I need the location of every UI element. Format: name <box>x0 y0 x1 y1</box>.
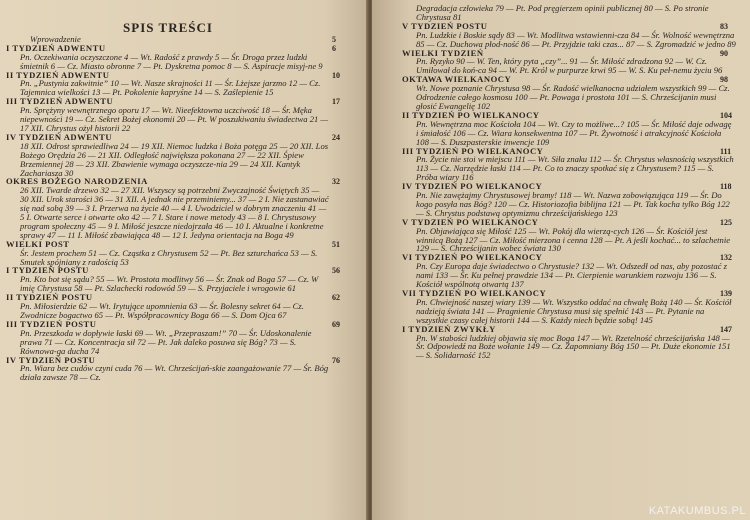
left-contents <box>6 20 330 383</box>
section-heading: IV TYDZIEŃ PO WIELKANOCY <box>402 181 543 192</box>
section-heading: WIELKI TYDZIEŃ <box>402 47 484 58</box>
section-heading: VII TYDZIEŃ PO WIELKANOCY <box>402 288 547 298</box>
right-contents <box>402 4 736 360</box>
left-sections <box>6 44 330 382</box>
page-number: 24 <box>332 132 340 142</box>
toc-section <box>6 356 330 383</box>
page-number: 62 <box>332 293 340 303</box>
toc-section <box>6 97 330 133</box>
section-heading: V TYDZIEŃ PO WIELKANOCY <box>402 216 539 227</box>
toc-section <box>402 147 736 183</box>
toc-section <box>6 71 330 98</box>
section-heading: I TYDZIEŃ POSTU <box>6 265 89 276</box>
section-entry: Pn. Wewnętrzna moc Kościoła 104 — Wt. Czy to możliwe...? 105 — Śr. Miłość daje odwagę i śmiałość 106 — Cz. Wiara konsekwentna 107 — Pt. Żywotność i atrakcyjność Kościoła 108 — S. Duszpasterskie inwencje 109 <box>416 118 732 147</box>
section-heading: II TYDZIEŃ PO WIELKANOCY <box>402 109 540 120</box>
toc-section <box>6 240 330 267</box>
section-entry: Pn. Czy Europa daje świadectwo o Chrystusie? 132 — Wt. Odszedł od nas, aby pozostać z nami 133 — Śr. Ku pełnej prawdzie 134 — Pt. Cierpienie warunkiem rozwoju 136 — S. Kościół wspólnotą otwartą 137 <box>416 261 727 290</box>
section-heading: I TYDZIEŃ ADWENTU <box>6 42 106 53</box>
toc-section <box>6 320 330 356</box>
section-heading: III TYDZIEŃ PO WIELKANOCY <box>402 145 544 156</box>
continued-entry <box>402 4 736 22</box>
intro-label: Wprowadzenie <box>30 33 81 44</box>
section-entry: Śr. Jestem prochem 51 — Cz. Cząstka z Chrystusem 52 — Pt. Bez szturchańca 53 — S. Smutek spójniany z radością 53 <box>20 247 318 267</box>
section-entry: Pn. Objawiająca się Miłość 125 — Wt. Pokój dla wierzą-cych 126 — Śr. Kościół jest winnicą Bożą 127 — Cz. Miłość mierzona i cenna 128 — Pt. A jeśli kochać... to szlachetnie 129 — S. Chrześcijanin wobec świata 130 <box>416 225 731 254</box>
section-entry: Pn. Chwiejność naszej wiary 139 — Wt. Wszystko oddać na chwałę Bożą 140 — Śr. Kościół nadzieją świata 141 — Pragnienie Chrystusa musi się spełnić 143 — Pt. Pytanie na wszystkie czasy całej historii 144 — S. Każdy niech będzie sobą! 145 <box>416 296 732 325</box>
page-number: 139 <box>720 289 732 298</box>
toc-section <box>6 177 330 239</box>
section-heading: OKTAWA WIELKANOCY <box>402 74 512 85</box>
section-heading: IV TYDZIEŃ ADWENTU <box>6 131 113 142</box>
section-heading: WIELKI POST <box>6 238 70 249</box>
toc-section <box>402 253 736 289</box>
page-number: 10 <box>332 70 340 80</box>
section-entry: 18 XII. Odrost sprawiedliwa 24 — 19 XII. Niemoc ludzka i Boża potęga 25 — 20 XII. Los Bożego Orędzia 26 — 21 XII. Odległość największa pokonana 27 — 22 XII. Śpiew Brzemiennej 28 — 23 XII. Zbawienie wymaga oczyszcze-nia 29 — 24 XII. Kantyk Zachariasza 30 <box>20 140 329 178</box>
section-entry: Pn. Ryzyko 90 — W. Ten, który pyta „czy”... 91 — Śr. Miłość zdradzona 92 — W. Cz. Umiłował do koń-ca 94 — W. Pt. Król w purpurze krwi 95 — W. S. Ku peł-nemu życiu 96 <box>416 56 723 76</box>
section-entry: Pn. Wiara bez cudów czyni cuda 76 — Wt. Chrześcijań-skie zaangażowanie 77 — Śr. Bóg działa zawsze 78 — Cz. <box>20 363 329 383</box>
left-page <box>0 0 368 520</box>
toc-section <box>402 218 736 254</box>
continued-line: Degradacja człowieka 79 — Pt. Pod pręgierzem opinii publicznej 80 — S. Po stronie Chrystusa 81 <box>416 3 709 22</box>
section-entry: Pn. W stabości ludzkiej objawia się moc Boga 147 — Wt. Rzetelność chrześcijańska 148 — Śr. Odpowiedź na Boże wołanie 149 — Cz. Zapomniany Bóg 150 — Pt. Duże ekonomie 151 — S. Solidarność 152 <box>416 332 731 361</box>
page-number: 104 <box>720 110 732 120</box>
section-heading: V TYDZIEŃ POSTU <box>402 20 488 31</box>
toc-section <box>6 133 330 178</box>
toc-section <box>402 182 736 218</box>
page-number: 69 <box>332 319 340 329</box>
toc-section <box>6 44 330 71</box>
section-entry: Pn. Przeszkoda w dopływie łaski 69 — Wt. „Przepraszam!” 70 — Śr. Udoskonalenie prawa 71 — Cz. Koncentracja sił 72 — Pt. Jak daleko posuwa się Bóg? 73 — S. Równowa-ga ducha 74 <box>20 327 312 356</box>
section-entry: Pn. Kto bot się sądu? 55 — Wt. Prostota modlitwy 56 — Śr. Znak od Boga 57 — Cz. W imię Chrystusa 58 — Pt. Szlachecki rodowód 59 — S. Przyjaciele i wrogowie 61 <box>20 274 319 294</box>
page-number: 76 <box>332 355 340 365</box>
section-entry: Pn. Miłosierdzie 62 — Wt. Irytujące upomnienia 63 — Śr. Bolesny sekret 64 — Cz. Zwodnicze bogactwo 65 — Pt. Współpracownicy Boga 66 — S. Dom Ojca 67 <box>20 301 304 320</box>
page-title: SPIS TREŚCI <box>123 20 213 35</box>
section-entry: Pn. Oczekiwania oczyszczone 4 — Wt. Radość z prawdy 5 — Śr. Droga przez ludzki śmietnik 6 — Cz. Miasto obronne 7 — Pt. Dyskretna pomoc 8 — S. Aspiracje misyj-ne 9 <box>20 51 323 71</box>
section-heading: I TYDZIEŃ ZWYKŁY <box>402 323 496 334</box>
toc-section <box>402 75 736 111</box>
section-heading: II TYDZIEŃ POSTU <box>6 292 93 303</box>
page-number: 118 <box>720 182 732 192</box>
section-entry: Wt. Nowe poznanie Chrystusa 98 — Śr. Radość wielkanocna udziałem wszystkich 99 — Cz. Odrodzenie całego kosmosu 100 — Pt. Powaga i prostota 101 — S. Chrześcijanin musi głosić Ewangelię 102 <box>416 83 730 111</box>
page-number: 32 <box>332 177 340 187</box>
page-number: 17 <box>332 97 340 107</box>
page-number: 56 <box>332 266 340 276</box>
section-heading: III TYDZIEŃ ADWENTU <box>6 96 114 107</box>
page-number: 90 <box>720 48 728 58</box>
page-number: 111 <box>720 146 732 156</box>
toc-section <box>402 49 736 76</box>
toc-section <box>402 111 736 147</box>
toc-section <box>6 266 330 293</box>
page-number: 132 <box>720 253 732 263</box>
section-entry: Pn. „Pustynia zakwitnie” 10 — Wt. Nasze skrajności 11 — Śr. Lżejsze jarzmo 12 — Cz. Tajemnica wielkości 13 — Pt. Pokolenie kapryśne 14 — S. Zaślepienie 15 <box>20 78 321 98</box>
right-sections <box>402 22 736 360</box>
section-heading: VI TYDZIEŃ PO WIELKANOCY <box>402 252 543 263</box>
page-number: 98 <box>720 75 728 85</box>
section-entry: 26 XII. Twarde drzewo 32 — 27 XII. Wszyscy są potrzebni Zwyczajność Świętych 35 — 30 XII. Urok starości 36 — 31 XII. A jednak nie przeminiemy... 37 — 2 I. Nie zastanawiać się nad sobą 39 — 3 I. Przerwa na życie 40 — 4 I. Uwodziciel w dobrym znaczeniu 41 — 5 I. Otwarte serce i otwarte oko 42 — 7 I. Stare i nowe metody 43 — 8 I. Chrystusowy program społeczny 45 — 9 I. Miłość jeszcze niedojrzała 46 — 10 I. Aktualne i konkretne sprawy 47 — 11 I. Miłość zbawiająca 48 — 12 I. Jedyna orientacja na Boga 49 <box>20 185 329 240</box>
right-page <box>372 0 750 520</box>
section-heading: OKRES BOŻEGO NARODZENIA <box>6 176 148 187</box>
page-number: 125 <box>720 217 732 227</box>
section-entry: Pn. Życie nie stoi w miejscu 111 — Wt. Siła znaku 112 — Śr. Chrystus własnością wszystkich 113 — Cz. Narzędzie łaski 114 — Pt. Co to znaczy spotkać się z Chrystusem? 115 — S. Próba wiary 116 <box>416 154 734 183</box>
toc-section <box>402 22 736 49</box>
page-number: 6 <box>332 43 336 53</box>
section-heading: II TYDZIEŃ ADWENTU <box>6 69 110 80</box>
watermark: KATAKUMBUS.PL <box>648 505 746 517</box>
toc-section <box>6 293 330 320</box>
section-heading: III TYDZIEŃ POSTU <box>6 318 97 329</box>
toc-section <box>402 289 736 325</box>
page-number: 5 <box>332 34 336 44</box>
section-entry: Pn. Sprężyny wewnętrznego oporu 17 — Wt. Nieefektowna uczciwość 18 — Śr. Męka niepewności 19 — Cz. Sekret Bożej ekonomii 20 — Pt. W poszukiwaniu świadectwa 21 — 17 XII. Chrystus ożył historii 22 <box>20 105 329 133</box>
page-number: 147 <box>720 324 732 334</box>
toc-section <box>402 325 736 361</box>
page-number: 51 <box>332 239 340 249</box>
section-entry: Pn. Nie zawężajmy Chrystusowej bramy! 118 — Wt. Nazwa zobowiązująca 119 — Śr. Do kogo posyła nas Bóg? 120 — Cz. Historiozofia biblijna 121 — Pt. Tak kocha tylko Bóg 122 — S. Chrystus podstawą optymizmu chrześcijańskiego 123 <box>416 190 730 218</box>
page-number: 83 <box>720 21 728 31</box>
section-entry: Pn. Ludzkie i Boskie sądy 83 — Wt. Modlitwa wstawienni-cza 84 — Śr. Wolność wewnętrzna 85 — Cz. Duchowa płod-ność 86 — Pt. Przyjdzie taki czas... 87 — S. Zgromadzić w jedno 89 <box>416 29 736 49</box>
section-heading: IV TYDZIEŃ POSTU <box>6 354 96 365</box>
